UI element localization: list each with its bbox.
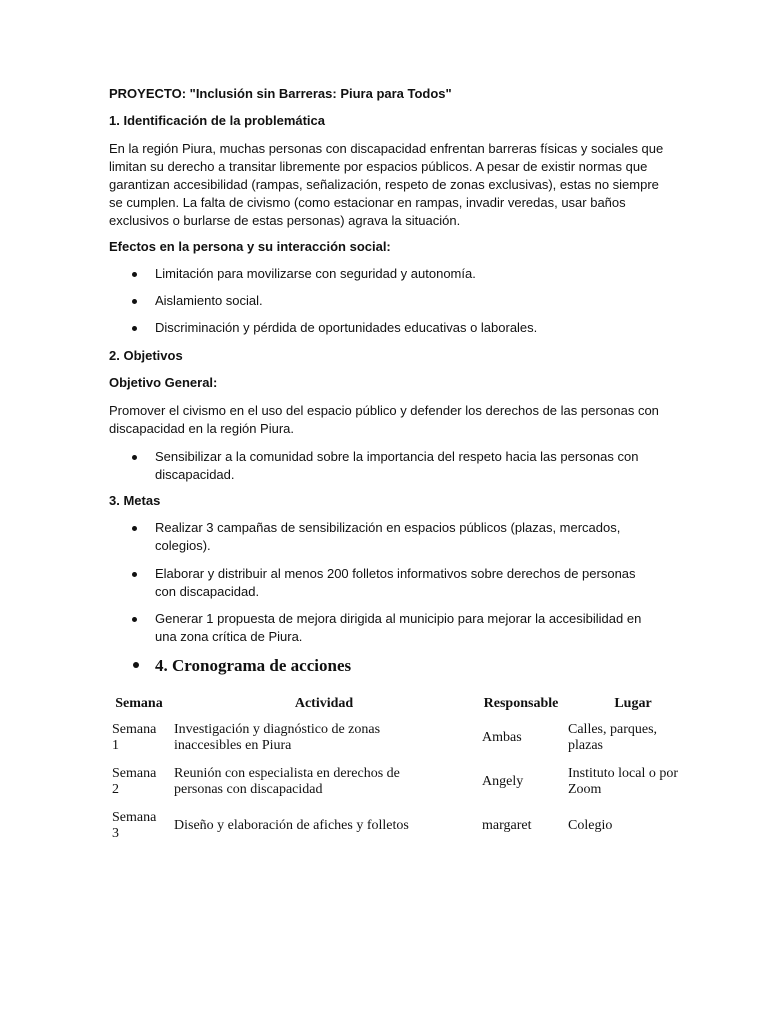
section4-heading: 4. Cronograma de acciones — [155, 656, 352, 675]
bullet-icon — [132, 326, 137, 331]
section2-heading: 2. Objetivos — [109, 348, 183, 363]
cell-semana: Semana 2 — [112, 766, 157, 797]
section3-heading: 3. Metas — [109, 493, 161, 508]
table-row — [108, 804, 702, 848]
bullet-icon — [132, 299, 137, 304]
cell-lugar: Colegio — [568, 818, 613, 833]
general-objective-paragraph — [109, 402, 669, 438]
cell-actividad: Reunión con especialista en derechos de personas con discapacidad — [174, 766, 400, 797]
cell-actividad: Diseño y elaboración de afiches y folletos — [174, 818, 409, 833]
table-row — [108, 716, 702, 760]
paragraph-line: garantizan accesibilidad (rampas, señalización, respeto de zonas exclusivas), estas no siempre — [109, 177, 659, 192]
bullet-icon — [133, 662, 139, 668]
cell-lugar: Calles, parques, plazas — [568, 722, 658, 753]
paragraph-line: exclusivos o burlarse de estas personas) agrava la situación. — [109, 213, 461, 228]
bullet-icon — [132, 455, 137, 460]
paragraph-line: limitan su derecho a transitar libremente por espacios públicos. A pesar de existir normas que — [109, 159, 648, 174]
problem-paragraph — [109, 140, 669, 230]
table-header-row — [108, 692, 702, 716]
table-row — [108, 760, 702, 804]
bullet-icon — [132, 617, 137, 622]
column-header: Semana — [115, 696, 163, 711]
paragraph-line: Promover el civismo en el uso del espacio público y defender los derechos de las personas con — [109, 403, 659, 418]
schedule-table — [108, 692, 702, 848]
document-page: PROYECTO: "Inclusión sin Barreras: Piura para Todos" 1. Identificación de la problemática En la región Piura, muchas personas con discapacidad enfrentan barreras físicas y sociales que limitan su derecho a transitar libremente por espacios públicos. A pesar de existir normas que garantizan accesibilidad (rampas, señalización, respeto de zonas exclusivas), estas no siempre se cumplen. La falta de civismo (como estacionar en rampas, invadir veredas, usar baños exclusivos o burlarse de estas personas) agrava la situación. Efectos en la persona y su interacción social: Limitación para movilizarse con seguridad y autonomía. Aislamiento social. Discriminación y pérdida de oportunidades educativas o laborales. 2. Objetivos Objetivo General: Promover el civismo en el uso del espacio público y defender los derechos de las personas con discapacidad en la región Piura. Sensibilizar a la comunidad sobre la importancia del respeto hacia las personas con discapacidad. 3. Metas Realizar 3 campañas de sensibilización en espacios públicos (plazas, mercados, colegios). Elaborar y distribuir al menos 200 folletos informativos sobre derechos de personas con discapacidad. Generar 1 propuesta de mejora dirigida al municipio para mejorar la accesibilidad en una zona crítica de Piura. 4. Cronograma de acciones Semana Actividad Responsable Lugar Semana 1 Investigación y diagnóstico de zonas inaccesibles en Piura Ambas Calles, parques, plazas Semana 2 Reunión con especialista en derechos de personas con discapacidad Angely Instituto local o por Zoom Semana 3 Diseño y elaboración de afiches y folletos margaret Colegio — [0, 0, 768, 1024]
cell-semana: Semana 1 — [112, 722, 157, 753]
cell-actividad: Investigación y diagnóstico de zonas inaccesibles en Piura — [174, 722, 381, 753]
cell-lugar: Instituto local o por Zoom — [568, 766, 679, 797]
cell-semana: Semana 3 — [112, 810, 157, 841]
bullet-icon — [132, 572, 137, 577]
section1-heading: 1. Identificación de la problemática — [109, 113, 326, 128]
cell-responsable: Ambas — [482, 730, 522, 745]
effects-heading: Efectos en la persona y su interacción social: — [109, 239, 391, 254]
cell-responsable: margaret — [482, 818, 532, 833]
paragraph-line: se cumplen. La falta de civismo (como estacionar en rampas, invadir veredas, usar baños — [109, 195, 626, 210]
column-header: Lugar — [614, 696, 652, 711]
column-header: Responsable — [483, 696, 559, 711]
cell-responsable: Angely — [482, 774, 524, 789]
bullet-icon — [132, 272, 137, 277]
bullet-icon — [132, 526, 137, 531]
column-header: Actividad — [294, 696, 354, 711]
paragraph-line: En la región Piura, muchas personas con discapacidad enfrentan barreras físicas y sociales que — [109, 141, 664, 156]
project-title: PROYECTO: "Inclusión sin Barreras: Piura para Todos" — [109, 86, 452, 101]
general-objective-heading: Objetivo General: — [109, 375, 218, 390]
paragraph-line: discapacidad en la región Piura. — [109, 421, 295, 436]
